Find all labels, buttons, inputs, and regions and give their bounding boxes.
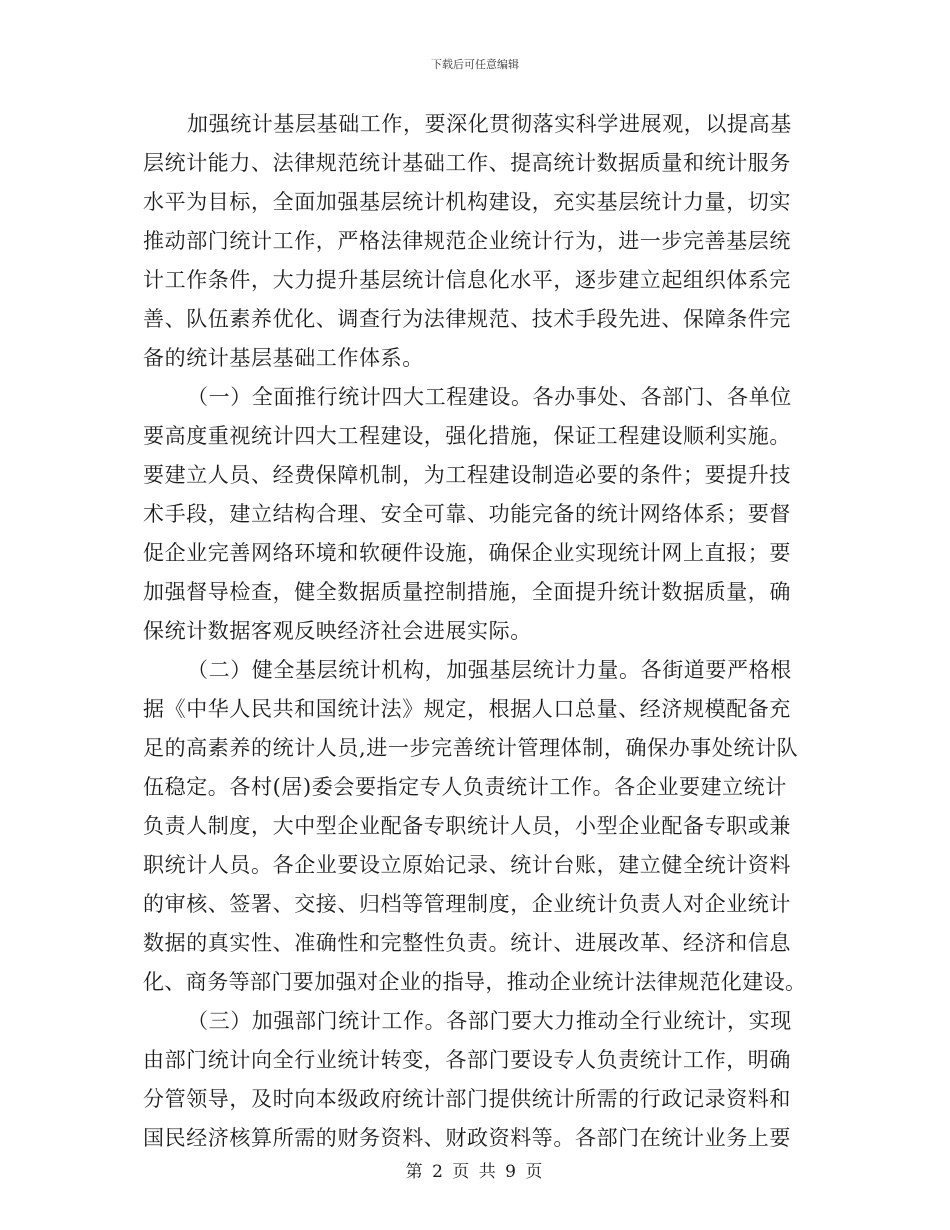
- text-line: 的审核、签署、交接、归档等管理制度，企业统计负责人对企业统计: [143, 892, 791, 916]
- text-line: 善、队伍素养优化、调查行为法律规范、技术手段先进、保障条件完: [143, 307, 791, 331]
- text-line: 国民经济核算所需的财务资料、财政资料等。各部门在统计业务上要: [143, 1126, 791, 1150]
- text-line: 备的统计基层基础工作体系。: [143, 346, 424, 370]
- text-line: 负责人制度，大中型企业配备专职统计人员，小型企业配备专职或兼: [143, 814, 791, 838]
- text-line: 计工作条件，大力提升基层统计信息化水平，逐步建立起组织体系完: [143, 268, 791, 292]
- text-line: 加强督导检查，健全数据质量控制措施，全面提升统计数据质量，确: [143, 580, 791, 604]
- text-line: 数据的真实性、准确性和完整性负责。统计、进展改革、经济和信息: [143, 931, 791, 955]
- text-line: 职统计人员。各企业要设立原始记录、统计台账，建立健全统计资料: [143, 853, 791, 877]
- text-line: 推动部门统计工作，严格法律规范企业统计行为，进一步完善基层统: [143, 229, 791, 253]
- text-line: 保统计数据客观反映经济社会进展实际。: [143, 619, 532, 643]
- text-line: 水平为目标，全面加强基层统计机构建设，充实基层统计力量，切实: [143, 190, 791, 214]
- text-line: 分管领导，及时向本级政府统计部门提供统计所需的行政记录资料和: [143, 1087, 791, 1111]
- text-line: 加强统计基层基础工作，要深化贯彻落实科学进展观，以提高基: [187, 112, 792, 136]
- text-line: 促企业完善网络环境和软硬件设施，确保企业实现统计网上直报；要: [143, 541, 791, 565]
- text-line: 层统计能力、法律规范统计基础工作、提高统计数据质量和统计服务: [143, 151, 791, 175]
- text-line: 要建立人员、经费保障机制，为工程建设制造必要的条件；要提升技: [143, 463, 791, 487]
- text-line: 术手段，建立结构合理、安全可靠、功能完备的统计网络体系；要督: [143, 502, 791, 526]
- text-line: 由部门统计向全行业统计转变，各部门要设专人负责统计工作，明确: [143, 1048, 791, 1072]
- text-line: 据《中华人民共和国统计法》规定，根据人口总量、经济规模配备充: [143, 697, 791, 721]
- text-line: （一）全面推行统计四大工程建设。各办事处、各部门、各单位: [187, 385, 792, 409]
- text-line: 要高度重视统计四大工程建设，强化措施，保证工程建设顺利实施。: [143, 424, 791, 448]
- text-line: （二）健全基层统计机构，加强基层统计力量。各街道要严格根: [187, 658, 792, 682]
- text-line: 化、商务等部门要加强对企业的指导，推动企业统计法律规范化建设。: [143, 970, 807, 994]
- page-number: 第 2 页 共 9 页: [405, 1162, 545, 1182]
- page-header: 下载后可任意编辑: [431, 58, 519, 71]
- text-line: 足的高素养的统计人员,进一步完善统计管理体制，确保办事处统计队: [143, 736, 799, 760]
- text-line: 伍稳定。各村(居)委会要指定专人负责统计工作。各企业要建立统计: [143, 775, 787, 799]
- text-line: （三）加强部门统计工作。各部门要大力推动全行业统计，实现: [187, 1009, 792, 1033]
